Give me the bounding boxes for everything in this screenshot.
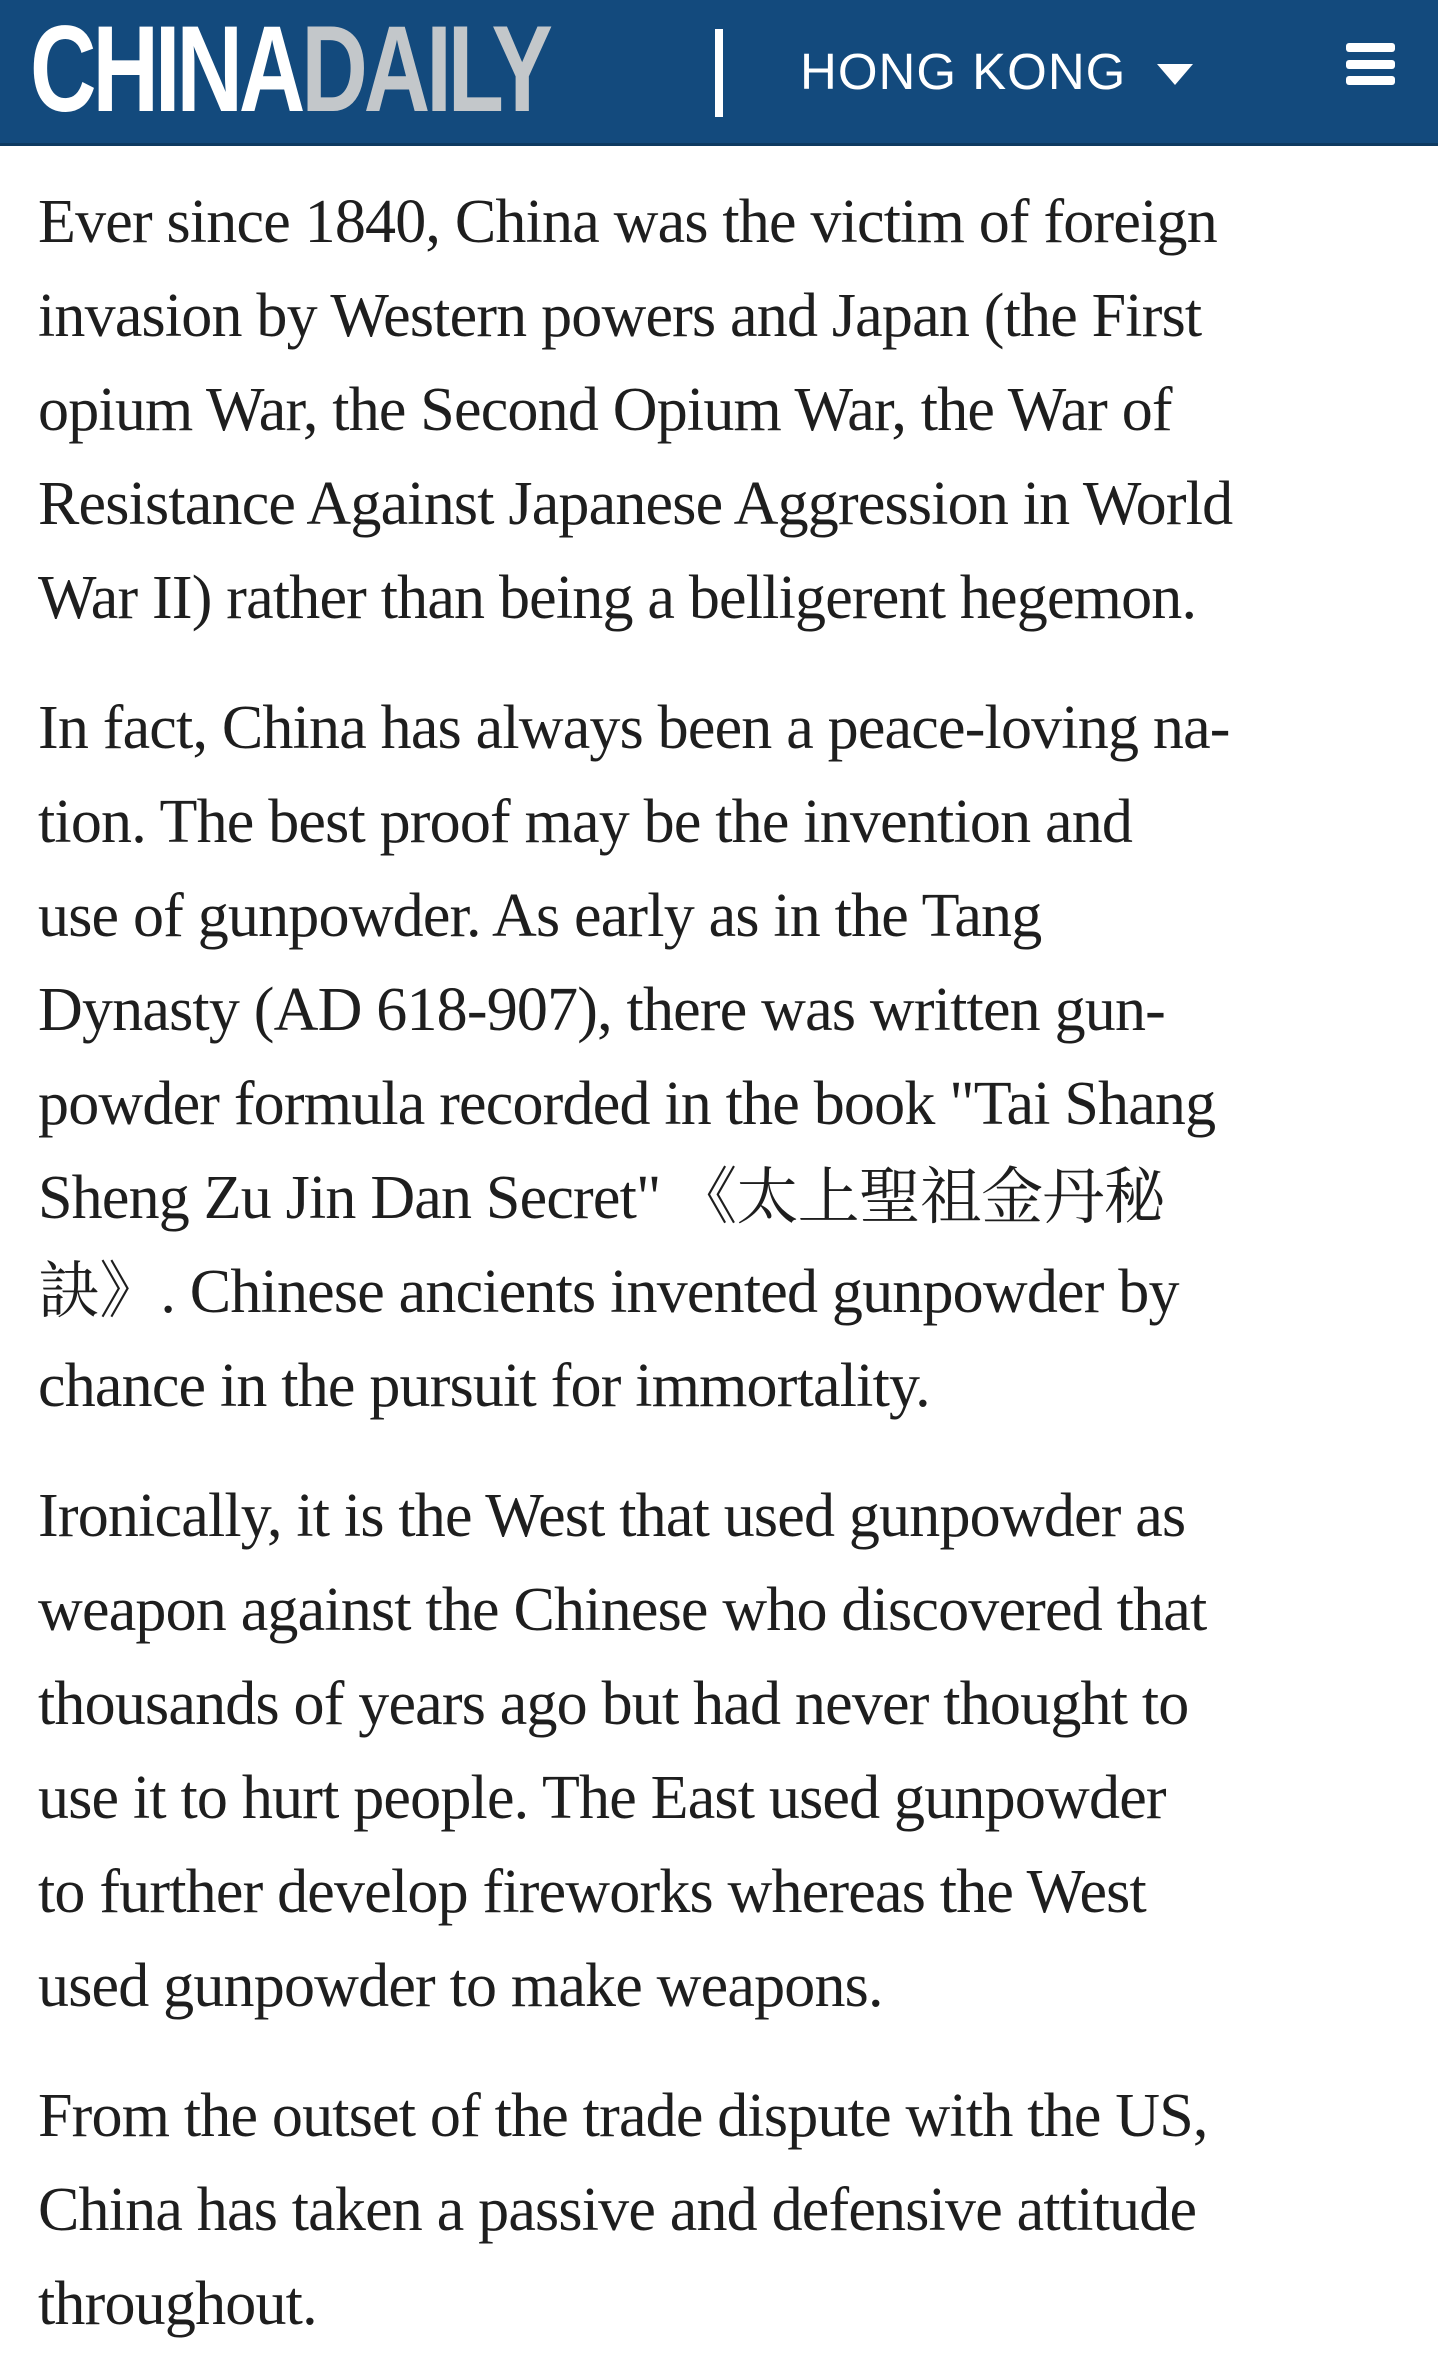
text-line: weapon against the Chinese who discovered that	[38, 1576, 1207, 1644]
text-line: use of gunpowder. As early as in the Tang	[38, 882, 1042, 950]
text-line: invasion by Western powers and Japan (the First	[38, 282, 1202, 350]
text-line: Resistance Against Japanese Aggression in World	[38, 470, 1233, 538]
text-line: powder formula recorded in the book "Tai Shang	[38, 1070, 1216, 1138]
text-line: Dynasty (AD 618-907), there was written gun-	[38, 976, 1166, 1044]
text-line: thousands of years ago but had never thought to	[38, 1670, 1189, 1738]
text-line: Ironically, it is the West that used gunpowder as	[38, 1482, 1186, 1550]
app-header	[0, 0, 1438, 146]
text-line: use it to hurt people. The East used gunpowder	[38, 1764, 1166, 1832]
edition-selector[interactable]	[800, 0, 1193, 143]
hamburger-icon	[1346, 60, 1395, 69]
text-line: War II) rather than being a belligerent hegemon.	[38, 564, 1197, 632]
text-line: opium War, the Second Opium War, the War of	[38, 376, 1172, 444]
chevron-down-icon	[1157, 64, 1193, 85]
text-line: tion. The best proof may be the invention and	[38, 788, 1133, 856]
text-line: Ever since 1840, China was the victim of foreign	[38, 188, 1217, 256]
paragraph	[38, 175, 1408, 645]
text-line: From the outset of the trade dispute with the US,	[38, 2082, 1208, 2150]
text-line: In fact, China has always been a peace-loving na-	[38, 694, 1230, 762]
paragraph	[38, 2069, 1408, 2351]
paragraph	[38, 1469, 1408, 2033]
text-line: China has taken a passive and defensive attitude	[38, 2176, 1197, 2244]
text-line: throughout.	[38, 2270, 317, 2338]
paragraph	[38, 681, 1408, 1433]
text-line: to further develop fireworks whereas the West	[38, 1858, 1146, 1926]
header-divider	[715, 29, 723, 117]
text-line: 訣》. Chinese ancients invented gunpowder by	[38, 1258, 1179, 1326]
logo-text-china: CHINA	[30, 2, 302, 138]
hamburger-icon	[1346, 76, 1395, 85]
text-line: chance in the pursuit for immortality.	[38, 1352, 930, 1420]
logo-text-daily: DAILY	[301, 2, 549, 138]
text-line: Sheng Zu Jin Dan Secret" 《太上聖祖金丹秘	[38, 1164, 1165, 1232]
menu-button[interactable]	[1346, 43, 1395, 85]
article-body	[0, 146, 1438, 2351]
hamburger-icon	[1346, 43, 1395, 52]
edition-label: HONG KONG	[800, 43, 1127, 100]
chinadaily-logo[interactable]	[30, 0, 549, 166]
text-line: used gunpowder to make weapons.	[38, 1952, 883, 2020]
